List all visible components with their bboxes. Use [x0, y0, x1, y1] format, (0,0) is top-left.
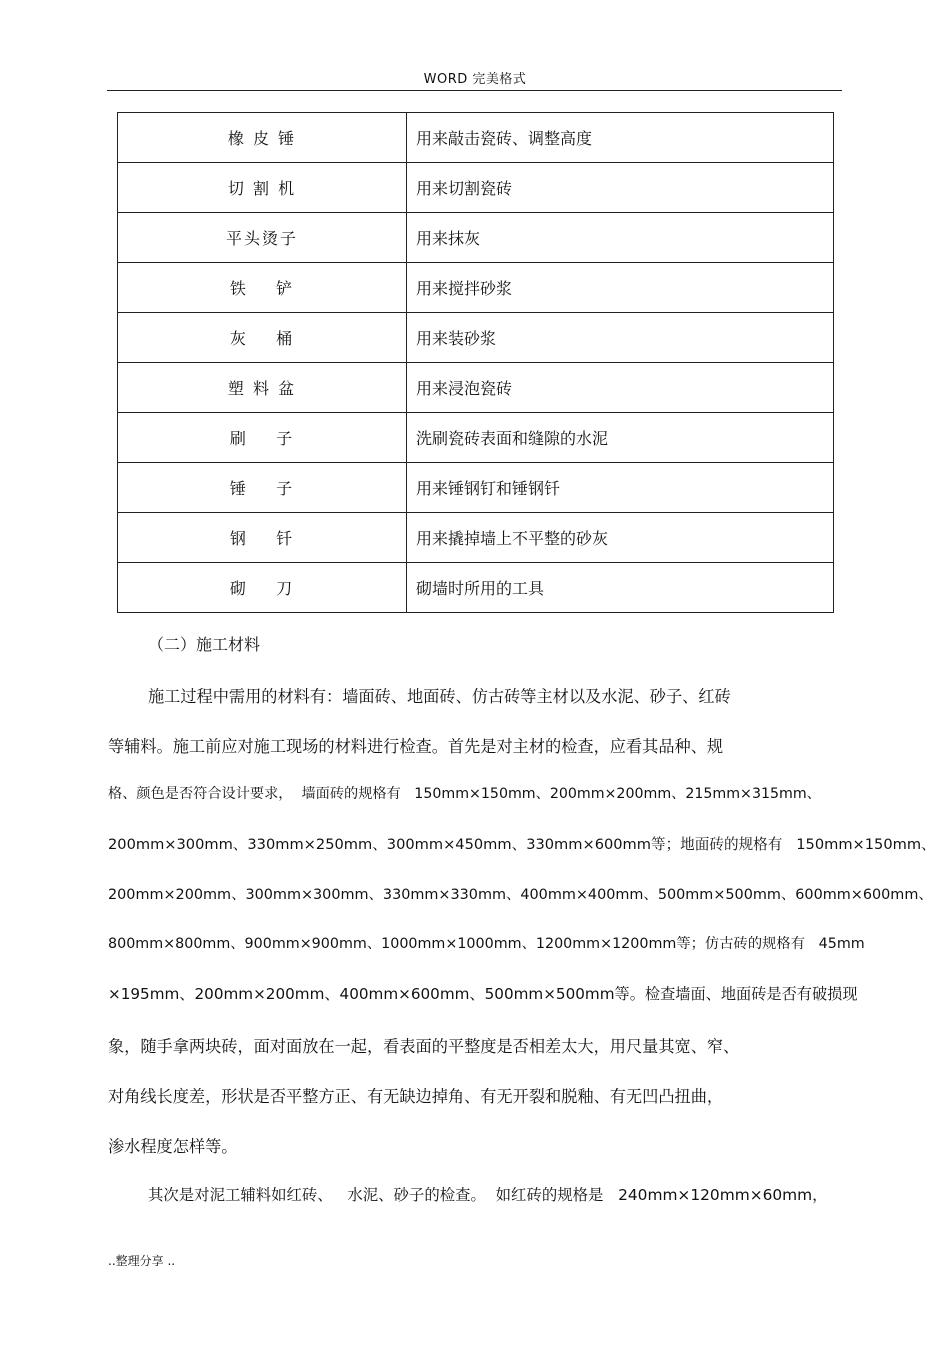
body-line: 格、颜色是否符合设计要求， 墙面砖的规格有 150mm×150mm、200mm×200mm、215mm×315mm、	[108, 786, 821, 802]
tool-use: 用来切割瓷砖	[407, 163, 834, 213]
tools-table	[117, 112, 834, 613]
body-line: 渗水程度怎样等。	[108, 1137, 238, 1156]
tool-use: 用来浸泡瓷砖	[407, 363, 834, 413]
table-row	[118, 563, 834, 613]
tool-name: 铁 铲	[118, 263, 407, 313]
table-row	[118, 213, 834, 263]
header-divider	[107, 90, 842, 91]
tool-use: 用来锤钢钉和锤钢钎	[407, 463, 834, 513]
section-heading: （二）施工材料	[148, 635, 261, 654]
table-row	[118, 463, 834, 513]
table-row	[118, 263, 834, 313]
table-row	[118, 163, 834, 213]
tool-use: 用来撬掉墙上不平整的砂灰	[407, 513, 834, 563]
tool-name: 平头烫子	[118, 213, 407, 263]
table-row	[118, 513, 834, 563]
tool-name: 灰 桶	[118, 313, 407, 363]
page-header: WORD 完美格式	[423, 72, 527, 87]
body-line: 等辅料。施工前应对施工现场的材料进行检查。首先是对主材的检查，应看其品种、规	[108, 737, 724, 756]
tool-name: 切 割 机	[118, 163, 407, 213]
table-row	[118, 113, 834, 163]
tool-name: 钢 钎	[118, 513, 407, 563]
tool-name: 砌 刀	[118, 563, 407, 613]
table-row	[118, 313, 834, 363]
tool-use: 用来抹灰	[407, 213, 834, 263]
tool-use: 用来敲击瓷砖、调整高度	[407, 113, 834, 163]
body-line: 200mm×200mm、300mm×300mm、330mm×330mm、400mm×400mm、500mm×500mm、600mm×600mm、	[108, 887, 933, 903]
tool-name: 橡 皮 锤	[118, 113, 407, 163]
page-footer: ..整理分享 ..	[108, 1254, 176, 1268]
body-line: 施工过程中需用的材料有：墙面砖、地面砖、仿古砖等主材以及水泥、砂子、红砖	[148, 687, 731, 706]
table-row	[118, 363, 834, 413]
body-line: 800mm×800mm、900mm×900mm、1000mm×1000mm、1200mm×1200mm等；仿古砖的规格有 45mm	[108, 936, 865, 952]
tool-use: 用来搅拌砂浆	[407, 263, 834, 313]
tool-use: 砌墙时所用的工具	[407, 563, 834, 613]
tool-name: 锤 子	[118, 463, 407, 513]
body-line: ×195mm、200mm×200mm、400mm×600mm、500mm×500mm等。检查墙面、地面砖是否有破损现	[108, 985, 858, 1003]
tool-use: 用来装砂浆	[407, 313, 834, 363]
tool-name: 刷 子	[118, 413, 407, 463]
tool-name: 塑 料 盆	[118, 363, 407, 413]
tool-use: 洗刷瓷砖表面和缝隙的水泥	[407, 413, 834, 463]
table-row	[118, 413, 834, 463]
body-line: 象，随手拿两块砖，面对面放在一起，看表面的平整度是否相差太大，用尺量其宽、窄、	[108, 1037, 740, 1056]
body-line: 200mm×300mm、330mm×250mm、300mm×450mm、330mm×600mm等；地面砖的规格有 150mm×150mm、	[108, 836, 936, 853]
body-line: 对角线长度差，形状是否平整方正、有无缺边掉角、有无开裂和脱釉、有无凹凸扭曲，	[108, 1087, 724, 1106]
body-line: 其次是对泥工辅料如红砖、 水泥、砂子的检查。 如红砖的规格是 240mm×120mm×60mm，	[148, 1186, 828, 1204]
